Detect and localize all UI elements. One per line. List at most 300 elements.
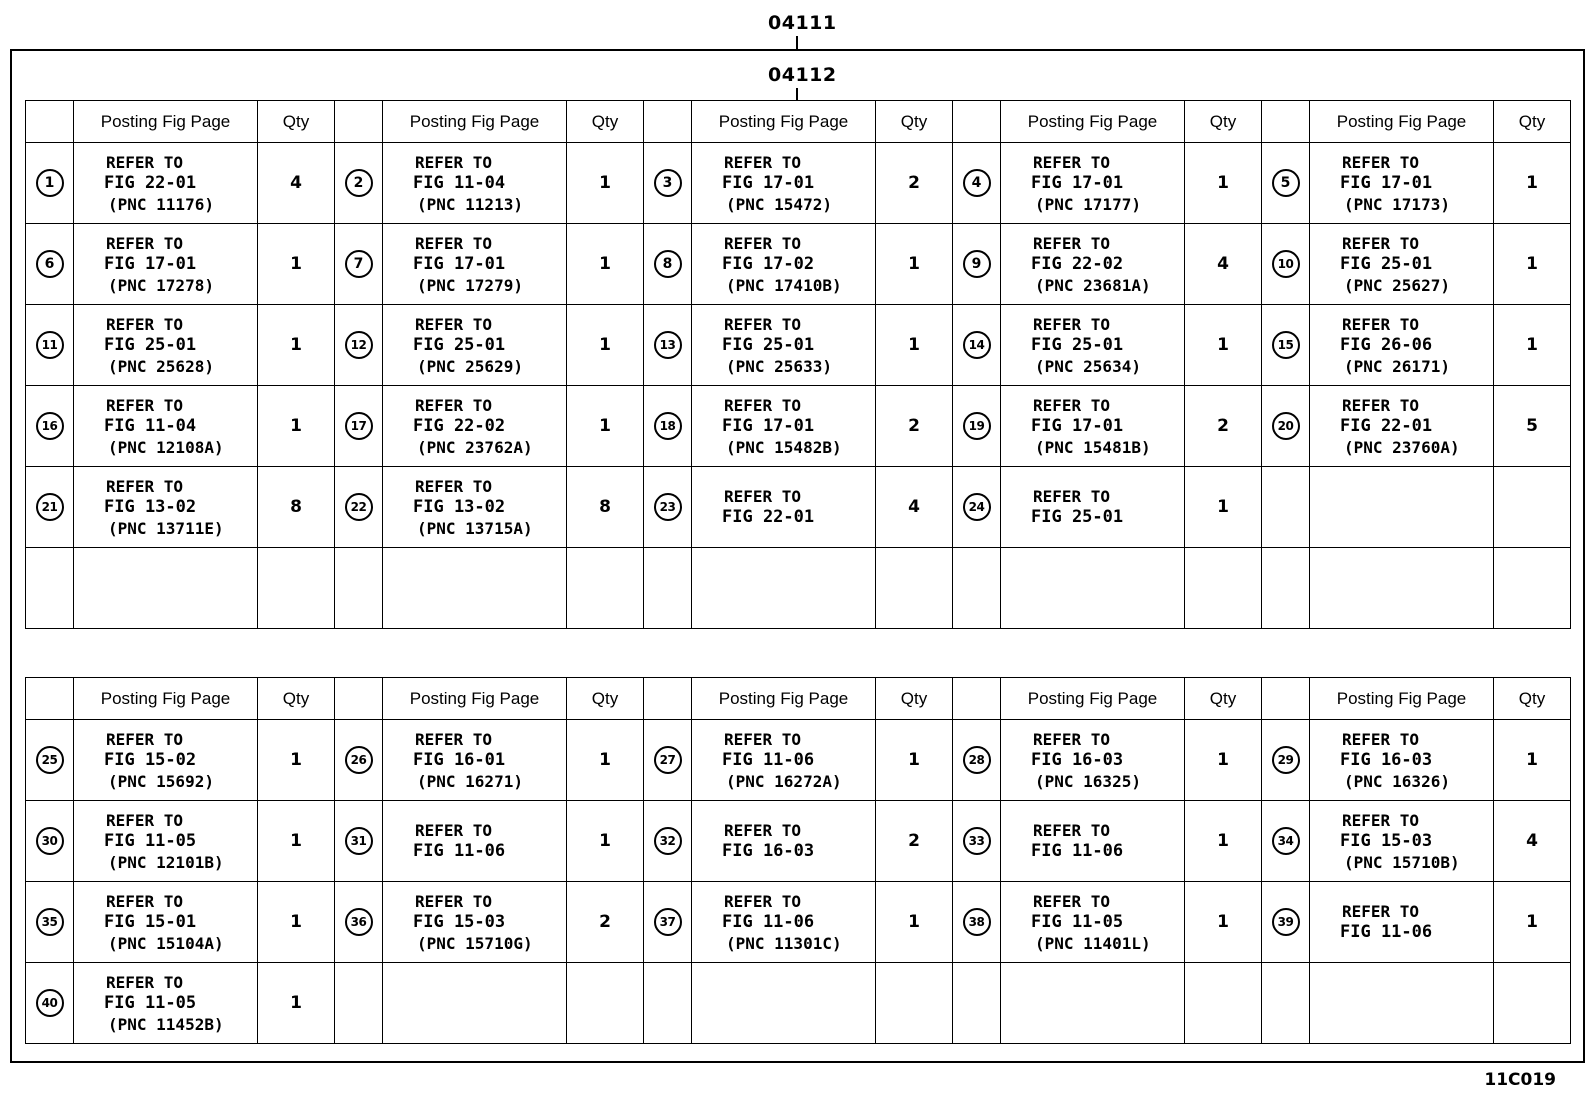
item-number-cell xyxy=(335,143,383,224)
pnc-reference: (PNC 15472) xyxy=(726,194,832,214)
qty-cell: 1 xyxy=(1494,720,1571,801)
item-number-badge: 9 xyxy=(963,250,991,278)
qty-cell: 8 xyxy=(258,467,335,548)
item-number-badge: 29 xyxy=(1272,746,1300,774)
pnc-reference: (PNC 25633) xyxy=(726,356,832,376)
fig-reference: FIG 11-06 xyxy=(722,749,815,770)
item-number-cell xyxy=(335,801,383,882)
refer-to-text: REFER TO xyxy=(724,891,802,911)
refer-to-text: REFER TO xyxy=(415,395,493,415)
qty-cell: 1 xyxy=(258,386,335,467)
table-header-row xyxy=(26,101,1571,143)
qty-cell: 1 xyxy=(1185,305,1262,386)
reference-number-inner: 04112 xyxy=(768,64,837,86)
posting-fig-page-cell xyxy=(1001,305,1185,386)
qty-cell xyxy=(258,548,335,629)
posting-fig-page-cell xyxy=(383,720,567,801)
pnc-reference: (PNC 15482B) xyxy=(726,437,842,457)
posting-fig-page-cell xyxy=(1310,963,1494,1044)
qty-cell: 1 xyxy=(1185,801,1262,882)
item-number-badge: 24 xyxy=(963,493,991,521)
refer-to-text: REFER TO xyxy=(1342,395,1420,415)
posting-fig-page-cell xyxy=(1001,386,1185,467)
item-number-badge: 3 xyxy=(654,169,682,197)
refer-to-text: REFER TO xyxy=(1033,314,1111,334)
table-row xyxy=(26,224,1571,305)
posting-fig-page-cell xyxy=(1001,548,1185,629)
qty-cell: 1 xyxy=(1185,720,1262,801)
item-number-badge: 20 xyxy=(1272,412,1300,440)
pnc-reference: (PNC 15710B) xyxy=(1344,852,1460,872)
table-header-row xyxy=(26,678,1571,720)
header-qty: Qty xyxy=(1494,101,1571,143)
posting-fig-page-cell xyxy=(1310,305,1494,386)
refer-to-text: REFER TO xyxy=(415,476,493,496)
parts-table-top xyxy=(25,100,1571,629)
refer-to-text: REFER TO xyxy=(1342,233,1420,253)
item-number-cell xyxy=(26,305,74,386)
item-number-cell xyxy=(644,720,692,801)
qty-cell: 1 xyxy=(258,882,335,963)
item-number-cell xyxy=(26,548,74,629)
posting-fig-page-cell xyxy=(383,467,567,548)
qty-cell: 1 xyxy=(567,143,644,224)
item-number-cell xyxy=(953,801,1001,882)
qty-cell xyxy=(1494,963,1571,1044)
pnc-reference: (PNC 12101B) xyxy=(108,852,224,872)
header-qty: Qty xyxy=(1494,678,1571,720)
fig-reference: FIG 11-06 xyxy=(1031,841,1124,861)
pnc-reference: (PNC 15710G) xyxy=(417,933,533,953)
header-posting-fig-page: Posting Fig Page xyxy=(74,101,258,143)
header-posting-fig-page: Posting Fig Page xyxy=(692,101,876,143)
posting-fig-page-cell xyxy=(74,143,258,224)
qty-cell xyxy=(1494,467,1571,548)
item-number-badge: 34 xyxy=(1272,827,1300,855)
qty-cell xyxy=(1185,548,1262,629)
item-number-badge: 38 xyxy=(963,908,991,936)
pnc-reference: (PNC 15692) xyxy=(108,771,214,791)
posting-fig-page-cell xyxy=(1001,882,1185,963)
header-posting-fig-page: Posting Fig Page xyxy=(1001,678,1185,720)
fig-reference: FIG 11-04 xyxy=(104,415,197,436)
pnc-reference: (PNC 12108A) xyxy=(108,437,224,457)
item-number-cell xyxy=(644,224,692,305)
refer-to-text: REFER TO xyxy=(1033,487,1111,506)
fig-reference: FIG 11-05 xyxy=(104,992,197,1013)
pnc-reference: (PNC 11176) xyxy=(108,194,214,214)
fig-reference: FIG 25-01 xyxy=(1340,253,1433,274)
refer-to-text: REFER TO xyxy=(1033,395,1111,415)
item-number-badge: 27 xyxy=(654,746,682,774)
table-row xyxy=(26,467,1571,548)
pnc-reference: (PNC 11452B) xyxy=(108,1014,224,1034)
header-index-cell xyxy=(1262,101,1310,143)
table-row xyxy=(26,882,1571,963)
pnc-reference: (PNC 11401L) xyxy=(1035,933,1151,953)
item-number-cell xyxy=(1262,720,1310,801)
posting-fig-page-cell xyxy=(383,963,567,1044)
posting-fig-page-cell xyxy=(692,143,876,224)
fig-reference: FIG 11-05 xyxy=(104,830,197,851)
refer-to-text: REFER TO xyxy=(1342,810,1420,830)
item-number-cell xyxy=(26,720,74,801)
item-number-badge: 35 xyxy=(36,908,64,936)
item-number-badge: 13 xyxy=(654,331,682,359)
qty-cell xyxy=(876,548,953,629)
posting-fig-page-cell xyxy=(74,801,258,882)
posting-fig-page-cell xyxy=(383,882,567,963)
qty-cell: 1 xyxy=(1494,882,1571,963)
refer-to-text: REFER TO xyxy=(106,729,184,749)
fig-reference: FIG 17-02 xyxy=(722,253,815,274)
qty-cell: 1 xyxy=(567,224,644,305)
refer-to-text: REFER TO xyxy=(1033,729,1111,749)
pnc-reference: (PNC 17279) xyxy=(417,275,523,295)
pnc-reference: (PNC 23762A) xyxy=(417,437,533,457)
posting-fig-page-cell xyxy=(1001,720,1185,801)
table-row xyxy=(26,963,1571,1044)
fig-reference: FIG 11-06 xyxy=(1340,922,1433,942)
item-number-cell xyxy=(335,548,383,629)
posting-fig-page-cell xyxy=(1310,801,1494,882)
item-number-badge: 33 xyxy=(963,827,991,855)
item-number-cell xyxy=(1262,963,1310,1044)
header-posting-fig-page: Posting Fig Page xyxy=(74,678,258,720)
item-number-cell xyxy=(1262,882,1310,963)
posting-fig-page-cell xyxy=(1001,467,1185,548)
refer-to-text: REFER TO xyxy=(415,233,493,253)
posting-fig-page-cell xyxy=(692,882,876,963)
item-number-cell xyxy=(644,801,692,882)
parts-table-bottom xyxy=(25,677,1571,1044)
table-row xyxy=(26,386,1571,467)
posting-fig-page-cell xyxy=(1001,801,1185,882)
fig-reference: FIG 22-01 xyxy=(722,507,815,527)
fig-reference: FIG 26-06 xyxy=(1340,334,1433,355)
qty-cell xyxy=(567,548,644,629)
refer-to-text: REFER TO xyxy=(415,891,493,911)
posting-fig-page-cell xyxy=(383,801,567,882)
posting-fig-page-cell xyxy=(1001,143,1185,224)
qty-cell: 4 xyxy=(258,143,335,224)
item-number-badge: 10 xyxy=(1272,250,1300,278)
header-qty: Qty xyxy=(258,101,335,143)
pnc-reference: (PNC 17278) xyxy=(108,275,214,295)
fig-reference: FIG 16-03 xyxy=(722,841,815,861)
item-number-badge: 31 xyxy=(345,827,373,855)
posting-fig-page-cell xyxy=(1310,882,1494,963)
posting-fig-page-cell xyxy=(74,467,258,548)
header-index-cell xyxy=(644,678,692,720)
fig-reference: FIG 25-01 xyxy=(1031,334,1124,355)
item-number-badge: 2 xyxy=(345,169,373,197)
qty-cell xyxy=(1494,548,1571,629)
posting-fig-page-cell xyxy=(74,305,258,386)
item-number-badge: 22 xyxy=(345,493,373,521)
table-row xyxy=(26,143,1571,224)
item-number-badge: 5 xyxy=(1272,169,1300,197)
item-number-badge: 40 xyxy=(36,989,64,1017)
item-number-cell xyxy=(335,963,383,1044)
qty-cell: 1 xyxy=(1185,143,1262,224)
posting-fig-page-cell xyxy=(74,882,258,963)
pnc-reference: (PNC 25628) xyxy=(108,356,214,376)
fig-reference: FIG 16-03 xyxy=(1340,749,1433,770)
fig-reference: FIG 15-02 xyxy=(104,749,197,770)
item-number-cell xyxy=(953,305,1001,386)
item-number-cell xyxy=(644,882,692,963)
refer-to-text: REFER TO xyxy=(106,972,184,992)
fig-reference: FIG 22-02 xyxy=(1031,253,1124,274)
qty-cell: 1 xyxy=(567,801,644,882)
fig-reference: FIG 16-01 xyxy=(413,749,506,770)
pnc-reference: (PNC 16325) xyxy=(1035,771,1141,791)
posting-fig-page-cell xyxy=(1001,224,1185,305)
qty-cell: 1 xyxy=(258,224,335,305)
table-row xyxy=(26,801,1571,882)
item-number-cell xyxy=(26,882,74,963)
leader-line-inner xyxy=(796,88,798,100)
pnc-reference: (PNC 25627) xyxy=(1344,275,1450,295)
fig-reference: FIG 22-01 xyxy=(1340,415,1433,436)
refer-to-text: REFER TO xyxy=(724,729,802,749)
refer-to-text: REFER TO xyxy=(1033,233,1111,253)
refer-to-text: REFER TO xyxy=(106,152,184,172)
qty-cell: 4 xyxy=(876,467,953,548)
fig-reference: FIG 13-02 xyxy=(413,496,506,517)
qty-cell: 8 xyxy=(567,467,644,548)
item-number-cell xyxy=(953,720,1001,801)
header-index-cell xyxy=(335,101,383,143)
refer-to-text: REFER TO xyxy=(106,395,184,415)
qty-cell: 1 xyxy=(1185,467,1262,548)
item-number-cell xyxy=(26,963,74,1044)
posting-fig-page-cell xyxy=(1001,963,1185,1044)
posting-fig-page-cell xyxy=(692,386,876,467)
posting-fig-page-cell xyxy=(692,548,876,629)
item-number-cell xyxy=(335,882,383,963)
qty-cell: 1 xyxy=(876,305,953,386)
item-number-cell xyxy=(644,548,692,629)
posting-fig-page-cell xyxy=(692,224,876,305)
item-number-cell xyxy=(953,143,1001,224)
refer-to-text: REFER TO xyxy=(1033,821,1111,840)
posting-fig-page-cell xyxy=(692,963,876,1044)
item-number-badge: 39 xyxy=(1272,908,1300,936)
qty-cell: 1 xyxy=(258,963,335,1044)
item-number-badge: 25 xyxy=(36,746,64,774)
posting-fig-page-cell xyxy=(1310,386,1494,467)
pnc-reference: (PNC 11301C) xyxy=(726,933,842,953)
posting-fig-page-cell xyxy=(74,548,258,629)
item-number-cell xyxy=(26,143,74,224)
header-qty: Qty xyxy=(1185,101,1262,143)
item-number-badge: 26 xyxy=(345,746,373,774)
qty-cell: 1 xyxy=(1494,305,1571,386)
refer-to-text: REFER TO xyxy=(1342,729,1420,749)
header-qty: Qty xyxy=(876,678,953,720)
refer-to-text: REFER TO xyxy=(106,891,184,911)
table-row xyxy=(26,548,1571,629)
pnc-reference: (PNC 15481B) xyxy=(1035,437,1151,457)
fig-reference: FIG 25-01 xyxy=(413,334,506,355)
fig-reference: FIG 16-03 xyxy=(1031,749,1124,770)
refer-to-text: REFER TO xyxy=(724,233,802,253)
posting-fig-page-cell xyxy=(692,305,876,386)
qty-cell: 1 xyxy=(258,801,335,882)
posting-fig-page-cell xyxy=(74,963,258,1044)
reference-number-top: 04111 xyxy=(768,12,837,34)
pnc-reference: (PNC 23681A) xyxy=(1035,275,1151,295)
item-number-cell xyxy=(644,963,692,1044)
refer-to-text: REFER TO xyxy=(724,395,802,415)
table-row xyxy=(26,720,1571,801)
fig-reference: FIG 17-01 xyxy=(1340,172,1433,193)
item-number-cell xyxy=(953,224,1001,305)
posting-fig-page-cell xyxy=(1310,467,1494,548)
fig-reference: FIG 22-01 xyxy=(104,172,197,193)
item-number-cell xyxy=(1262,386,1310,467)
refer-to-text: REFER TO xyxy=(106,233,184,253)
qty-cell: 1 xyxy=(567,720,644,801)
item-number-cell xyxy=(1262,305,1310,386)
refer-to-text: REFER TO xyxy=(106,476,184,496)
fig-reference: FIG 11-05 xyxy=(1031,911,1124,932)
qty-cell: 1 xyxy=(567,386,644,467)
qty-cell: 2 xyxy=(1185,386,1262,467)
item-number-badge: 28 xyxy=(963,746,991,774)
header-index-cell xyxy=(644,101,692,143)
pnc-reference: (PNC 16271) xyxy=(417,771,523,791)
item-number-cell xyxy=(26,224,74,305)
item-number-cell xyxy=(953,548,1001,629)
posting-fig-page-cell xyxy=(692,467,876,548)
refer-to-text: REFER TO xyxy=(1342,314,1420,334)
posting-fig-page-cell xyxy=(383,224,567,305)
item-number-cell xyxy=(26,801,74,882)
item-number-badge: 16 xyxy=(36,412,64,440)
pnc-reference: (PNC 23760A) xyxy=(1344,437,1460,457)
qty-cell: 1 xyxy=(1185,882,1262,963)
item-number-cell xyxy=(335,224,383,305)
item-number-badge: 32 xyxy=(654,827,682,855)
fig-reference: FIG 11-04 xyxy=(413,172,506,193)
item-number-badge: 14 xyxy=(963,331,991,359)
fig-reference: FIG 25-01 xyxy=(722,334,815,355)
item-number-cell xyxy=(644,386,692,467)
item-number-cell xyxy=(1262,801,1310,882)
header-posting-fig-page: Posting Fig Page xyxy=(1310,101,1494,143)
item-number-badge: 8 xyxy=(654,250,682,278)
refer-to-text: REFER TO xyxy=(1342,902,1420,921)
header-index-cell xyxy=(26,101,74,143)
header-posting-fig-page: Posting Fig Page xyxy=(692,678,876,720)
refer-to-text: REFER TO xyxy=(415,152,493,172)
refer-to-text: REFER TO xyxy=(724,487,802,506)
posting-fig-page-cell xyxy=(383,143,567,224)
posting-fig-page-cell xyxy=(1310,224,1494,305)
header-index-cell xyxy=(26,678,74,720)
pnc-reference: (PNC 11213) xyxy=(417,194,523,214)
refer-to-text: REFER TO xyxy=(106,810,184,830)
qty-cell: 1 xyxy=(876,224,953,305)
item-number-cell xyxy=(335,305,383,386)
item-number-cell xyxy=(335,720,383,801)
item-number-cell xyxy=(26,467,74,548)
illustration-code: 11C019 xyxy=(1484,1070,1556,1090)
item-number-cell xyxy=(26,386,74,467)
posting-fig-page-cell xyxy=(692,801,876,882)
item-number-cell xyxy=(953,882,1001,963)
qty-cell xyxy=(567,963,644,1044)
fig-reference: FIG 22-02 xyxy=(413,415,506,436)
item-number-cell xyxy=(953,963,1001,1044)
refer-to-text: REFER TO xyxy=(724,152,802,172)
item-number-cell xyxy=(953,467,1001,548)
item-number-cell xyxy=(644,467,692,548)
item-number-cell xyxy=(1262,224,1310,305)
header-qty: Qty xyxy=(876,101,953,143)
item-number-cell xyxy=(335,386,383,467)
posting-fig-page-cell xyxy=(1310,720,1494,801)
fig-reference: FIG 25-01 xyxy=(104,334,197,355)
posting-fig-page-cell xyxy=(692,720,876,801)
item-number-badge: 36 xyxy=(345,908,373,936)
refer-to-text: REFER TO xyxy=(415,729,493,749)
item-number-badge: 7 xyxy=(345,250,373,278)
item-number-badge: 19 xyxy=(963,412,991,440)
item-number-cell xyxy=(953,386,1001,467)
item-number-cell xyxy=(1262,467,1310,548)
qty-cell xyxy=(1185,963,1262,1044)
pnc-reference: (PNC 17173) xyxy=(1344,194,1450,214)
fig-reference: FIG 17-01 xyxy=(104,253,197,274)
qty-cell: 1 xyxy=(258,720,335,801)
qty-cell: 1 xyxy=(876,720,953,801)
item-number-cell xyxy=(644,143,692,224)
pnc-reference: (PNC 15104A) xyxy=(108,933,224,953)
fig-reference: FIG 25-01 xyxy=(1031,507,1124,527)
header-posting-fig-page: Posting Fig Page xyxy=(1310,678,1494,720)
refer-to-text: REFER TO xyxy=(415,821,493,840)
item-number-badge: 21 xyxy=(36,493,64,521)
fig-reference: FIG 11-06 xyxy=(722,911,815,932)
posting-fig-page-cell xyxy=(383,305,567,386)
qty-cell: 2 xyxy=(876,386,953,467)
posting-fig-page-cell xyxy=(383,386,567,467)
fig-reference: FIG 17-01 xyxy=(1031,415,1124,436)
qty-cell xyxy=(876,963,953,1044)
pnc-reference: (PNC 13711E) xyxy=(108,518,224,538)
fig-reference: FIG 13-02 xyxy=(104,496,197,517)
refer-to-text: REFER TO xyxy=(415,314,493,334)
fig-reference: FIG 11-06 xyxy=(413,841,506,861)
item-number-badge: 4 xyxy=(963,169,991,197)
pnc-reference: (PNC 16326) xyxy=(1344,771,1450,791)
qty-cell: 2 xyxy=(876,143,953,224)
item-number-badge: 12 xyxy=(345,331,373,359)
item-number-badge: 1 xyxy=(36,169,64,197)
header-index-cell xyxy=(1262,678,1310,720)
item-number-badge: 18 xyxy=(654,412,682,440)
posting-fig-page-cell xyxy=(383,548,567,629)
qty-cell: 1 xyxy=(258,305,335,386)
refer-to-text: REFER TO xyxy=(724,821,802,840)
pnc-reference: (PNC 26171) xyxy=(1344,356,1450,376)
header-posting-fig-page: Posting Fig Page xyxy=(383,101,567,143)
refer-to-text: REFER TO xyxy=(1342,152,1420,172)
